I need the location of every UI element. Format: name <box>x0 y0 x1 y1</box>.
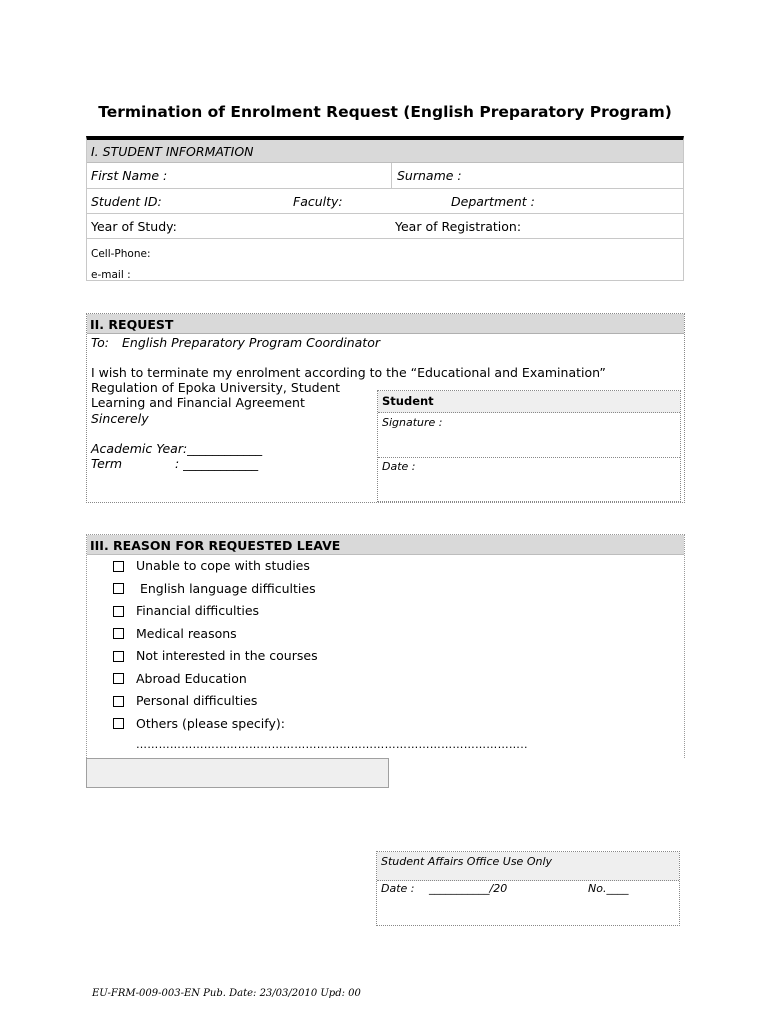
form-footer: EU-FRM-009-003-EN Pub. Date: 23/03/2010 Upd: 00 <box>92 988 361 999</box>
office-use-header: Student Affairs Office Use Only <box>377 852 679 881</box>
surname-label: Surname : <box>397 168 462 183</box>
office-use-box <box>376 851 680 926</box>
request-body-line-3: Learning and Financial Agreement <box>91 395 305 410</box>
signature-box-header: Student <box>378 391 680 413</box>
checkbox-icon[interactable] <box>113 561 124 572</box>
date-label: Date : <box>382 460 416 473</box>
request-section <box>86 313 685 503</box>
section-2-header: II. REQUEST <box>87 314 684 334</box>
term-field: : ____________ <box>175 456 259 471</box>
term-label: Term <box>91 456 123 471</box>
cell-phone-label: Cell-Phone: <box>91 248 151 260</box>
checkbox-icon[interactable] <box>113 673 124 684</box>
checkbox-icon[interactable] <box>113 628 124 639</box>
to-value: English Preparatory Program Coordinator <box>122 335 380 350</box>
sincerely-text: Sincerely <box>91 411 149 426</box>
email-label: e-mail : <box>91 269 131 281</box>
blank-grey-field <box>86 758 389 788</box>
office-date-field: ___________/20 <box>429 882 508 895</box>
id-row <box>87 189 683 214</box>
reason-section <box>86 534 685 758</box>
specify-line[interactable]: ………………………………………………………………………………………….. <box>136 738 528 751</box>
faculty-label: Faculty: <box>293 194 343 209</box>
reason-option: Unable to cope with studies <box>136 558 310 573</box>
checkbox-icon[interactable] <box>113 651 124 662</box>
reason-option: Financial difficulties <box>136 603 260 618</box>
reason-option: English language difficulties <box>136 581 316 596</box>
signature-label: Signature : <box>382 416 443 429</box>
form-title: Termination of Enrolment Request (English Preparatory Program) <box>98 103 672 121</box>
student-id-label: Student ID: <box>91 194 162 209</box>
checkbox-icon[interactable] <box>113 718 124 729</box>
reason-option: Personal difficulties <box>136 693 258 708</box>
department-label: Department : <box>451 194 535 209</box>
reason-option: Not interested in the courses <box>136 648 318 663</box>
to-label: To: <box>91 335 109 350</box>
checkbox-icon[interactable] <box>113 696 124 707</box>
office-date-label: Date : <box>381 882 415 895</box>
academic-year-field: Academic Year:____________ <box>91 441 263 456</box>
reason-option: Others (please specify): <box>136 716 285 731</box>
student-signature-box <box>377 390 681 502</box>
name-row <box>87 163 683 189</box>
year-of-study-label: Year of Study: <box>91 219 177 234</box>
request-body-line-2: Regulation of Epoka University, Student <box>91 380 341 395</box>
checkbox-icon[interactable] <box>113 583 124 594</box>
reason-option: Medical reasons <box>136 626 237 641</box>
section-1-header: I. STUDENT INFORMATION <box>87 140 683 163</box>
checkbox-icon[interactable] <box>113 606 124 617</box>
reason-option: Abroad Education <box>136 671 247 686</box>
year-row <box>87 214 683 239</box>
first-name-label: First Name : <box>91 168 168 183</box>
year-of-registration-label: Year of Registration: <box>395 219 522 234</box>
office-number-field: No.____ <box>588 882 629 895</box>
request-body-line-1: I wish to terminate my enrolment according to the “Educational and Examination” <box>91 365 606 380</box>
section-3-header: III. REASON FOR REQUESTED LEAVE <box>87 535 684 555</box>
student-information-section <box>86 136 684 281</box>
